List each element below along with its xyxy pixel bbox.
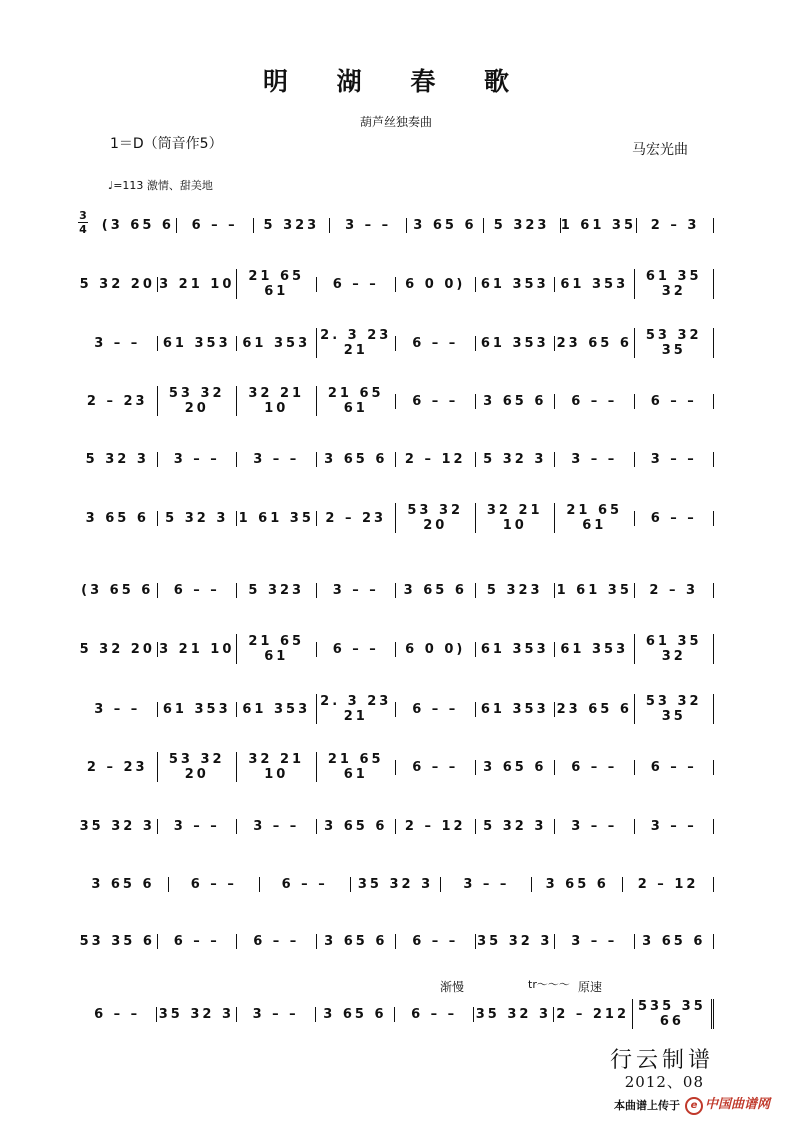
measure: 35 32 3 [156,1007,235,1022]
measure: 3 – – [94,701,141,717]
notation-line [78,869,714,899]
measure: 6 – – [395,760,475,775]
measure: 3 65 6 [315,1007,394,1022]
measure: 3 65 6 [406,218,483,233]
measure: 5 323 [483,218,560,233]
measure: 21 65 61 [316,386,396,416]
measure: 3 – – [236,1007,315,1022]
measure: 6 0 0) [395,642,475,657]
measure: 2 – 23 [86,393,148,409]
notation-line [78,503,714,533]
measure: 53 32 20 [157,386,237,416]
measure: 2 – 12 [395,819,475,834]
notation-line [78,575,714,605]
measure: 6 – – [236,934,316,949]
arranger-signature: 行云制谱 [609,1048,714,1073]
measure: 6 – – [395,336,475,351]
measure: (3 65 6 [101,217,174,233]
measure: 6 – – [395,394,475,409]
measure: 3 – – [157,819,237,834]
measure: 61 353 [157,702,237,717]
notation-line [78,694,714,724]
trill-mark: tr〜〜〜 [528,978,570,991]
time-signature [78,210,88,235]
measure: 3 65 6 [475,760,555,775]
measure: 61 353 [236,702,316,717]
site-logo[interactable] [685,1093,770,1115]
measure: 1 61 35 [236,511,316,526]
notation-line [78,811,714,841]
measure: 1 61 35 [560,217,637,233]
measure: 61 353 [554,642,634,657]
measure: 3 65 6 [475,394,555,409]
time-signature-bottom: 4 [79,223,87,236]
notation-line [78,444,714,474]
measure: 3 – – [236,819,316,834]
measure: 3 – – [157,452,237,467]
measure: 3 65 6 [85,510,149,526]
measure: 1 61 35 [554,583,634,598]
measure: 2 – 3 [636,218,714,233]
measure: 3 – – [634,819,715,834]
measure: 3 65 6 [91,876,155,892]
measure: 6 0 0) [395,277,475,292]
ritardando-mark: 渐慢 [440,980,465,994]
measure: 61 35 32 [634,269,715,299]
measure: 2 – 12 [622,877,714,892]
measure: 535 35 66 [632,999,714,1029]
measure: 3 – – [440,877,531,892]
notation-line [78,999,714,1029]
measure: 5 32 20 [79,276,155,292]
measure: 61 353 [475,336,555,351]
measure: 6 – – [316,277,396,292]
measure: (3 65 6 [81,582,154,598]
measure: 21 65 61 [236,634,316,664]
notation-line [100,210,714,240]
score-subtitle: 葫芦丝独奏曲 [359,115,432,129]
measure: 3 – – [554,452,634,467]
measure: 61 353 [157,336,237,351]
measure: 3 65 6 [531,877,622,892]
measure: 2 – 23 [86,759,148,775]
measure: 61 353 [554,277,634,292]
measure: 3 – – [634,452,715,467]
measure: 3 65 6 [316,934,396,949]
composer-credit: 马宏光曲 [632,142,688,158]
measure: 5 32 3 [475,819,555,834]
notation-line [78,386,714,416]
tempo-marking: ♩=113 激情、甜美地 [108,179,213,192]
measure: 2. 3 23 21 [316,694,396,724]
measure: 2 – 23 [316,511,396,526]
measure: 6 – – [168,877,259,892]
measure: 6 – – [634,760,715,775]
notation-line [78,269,714,299]
measure: 32 21 10 [236,752,316,782]
measure: 32 21 10 [475,503,555,533]
measure: 2 – 3 [634,583,715,598]
measure: 3 – – [329,218,406,233]
measure: 61 353 [475,702,555,717]
measure: 3 – – [554,934,634,949]
measure: 5 323 [475,583,555,598]
measure: 3 65 6 [316,819,396,834]
measure: 6 – – [554,394,634,409]
measure: 35 32 3 [473,1007,552,1022]
notation-line [78,752,714,782]
measure: 53 35 6 [79,933,155,949]
measure: 3 – – [554,819,634,834]
score-title: 明 湖 春 歌 [262,67,530,96]
measure: 6 – – [395,702,475,717]
measure: 32 21 10 [236,386,316,416]
measure: 53 32 35 [634,694,715,724]
measure: 6 – – [316,642,396,657]
measure: 3 – – [94,335,141,351]
measure: 6 – – [259,877,350,892]
measure: 2 – 12 [395,452,475,467]
notation-line [78,926,714,956]
a-tempo-mark: 原速 [578,980,603,994]
measure: 2 – 212 [553,1007,632,1022]
measure: 3 65 6 [395,583,475,598]
measure: 3 21 10 [157,642,237,657]
measure: 35 32 3 [350,877,441,892]
measure: 3 65 6 [634,934,715,949]
measure: 23 65 6 [554,336,634,351]
site-logo-text: 中国曲谱网 [704,1097,770,1112]
measure: 6 – – [394,1007,473,1022]
measure: 5 32 20 [79,641,155,657]
measure: 21 65 61 [316,752,396,782]
measure: 5 32 3 [85,451,149,467]
measure: 6 – – [554,760,634,775]
measure: 6 – – [94,1006,141,1022]
measure: 3 65 6 [316,452,396,467]
measure: 3 – – [236,452,316,467]
measure: 6 – – [157,934,237,949]
measure: 61 353 [475,642,555,657]
arrangement-date: 2012、08 [624,1073,704,1091]
measure: 61 353 [475,277,555,292]
measure: 2. 3 23 21 [316,328,396,358]
measure: 5 323 [236,583,316,598]
measure: 3 21 10 [157,277,237,292]
measure: 21 65 61 [554,503,634,533]
measure: 53 32 35 [634,328,715,358]
measure: 35 32 3 [79,818,155,834]
measure: 5 32 3 [157,511,237,526]
logo-e-icon: e [685,1097,703,1115]
upload-note: 本曲谱上传于 [614,1099,680,1112]
measure: 21 65 61 [236,269,316,299]
measure: 53 32 20 [157,752,237,782]
measure: 6 – – [634,511,715,526]
measure: 3 – – [316,583,396,598]
measure: 35 32 3 [475,934,555,949]
measure: 6 – – [395,934,475,949]
notation-line [78,634,714,664]
measure: 61 35 32 [634,634,715,664]
measure: 61 353 [236,336,316,351]
measure: 6 – – [634,394,715,409]
time-signature-top: 3 [79,209,87,222]
key-signature: 1＝D（筒音作5） [110,136,223,152]
measure: 5 32 3 [475,452,555,467]
measure: 5 323 [253,218,330,233]
measure: 6 – – [157,583,237,598]
measure: 23 65 6 [554,702,634,717]
notation-line [78,328,714,358]
measure: 6 – – [176,218,253,233]
measure: 53 32 20 [395,503,475,533]
